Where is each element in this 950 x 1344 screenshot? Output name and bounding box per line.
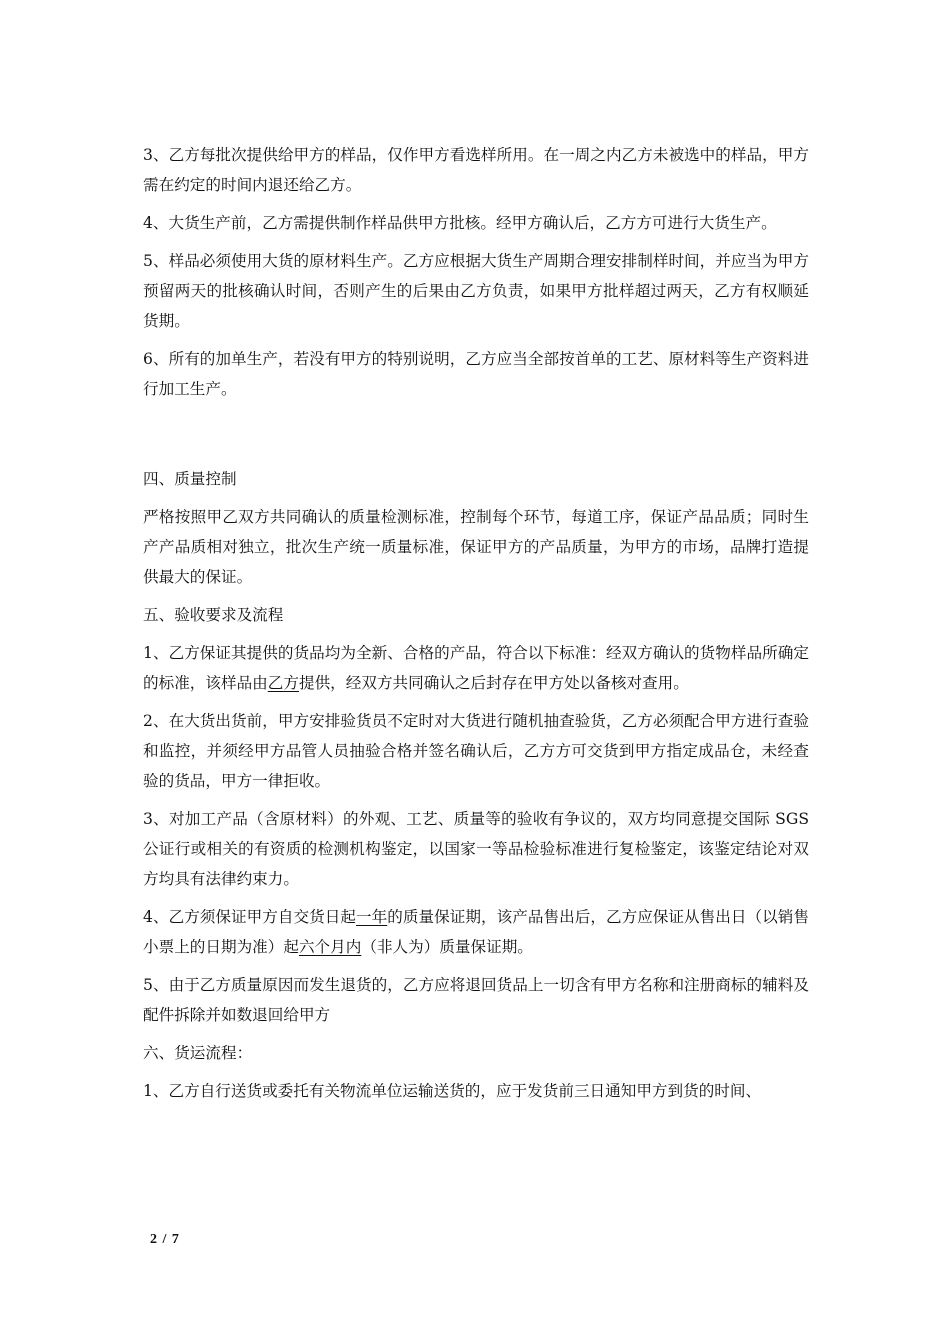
- clause-5-5-returns: 5、由于乙方质量原因而发生退货的，乙方应将退回货品上一切含有甲方名称和注册商标的辅料及配件拆除并如数退回给甲方: [143, 976, 809, 1024]
- page-number: 2 / 7: [150, 1232, 180, 1247]
- clause-5-2-inspection: 2、在大货出货前，甲方安排验货员不定时对大货进行随机抽查验货，乙方必须配合甲方进行查验和监控，并须经甲方品管人员抽验合格并签名确认后，乙方方可交货到甲方指定成品仓，未经查验的货品，甲方一律拒收。: [143, 712, 809, 790]
- clause-5-1-text-a: 1、乙方保证其提供的货品均为全新、合格的产品，符合以下标准：经双方确认的货物样品所确定的标准，该样品由: [143, 644, 809, 692]
- clause-6-repeat-orders: 6、所有的加单生产，若没有甲方的特别说明，乙方应当全部按首单的工艺、原材料等生产资料进行加工生产。: [143, 350, 809, 398]
- clause-5-1-underlined-party: 乙方: [267, 674, 299, 692]
- clause-4-pre-production: 4、大货生产前，乙方需提供制作样品供甲方批核。经甲方确认后，乙方方可进行大货生产。: [143, 214, 777, 232]
- clause-5-4-text-c: （非人为）质量保证期。: [361, 938, 533, 956]
- clause-5-4-text-a: 4、乙方须保证甲方自交货日起: [143, 908, 357, 926]
- clause-5-4-warranty: [143, 902, 809, 962]
- section-6-heading: 六、货运流程：: [143, 1044, 253, 1062]
- section-4-heading: 四、质量控制: [143, 470, 237, 488]
- clause-3-samples: 3、乙方每批次提供给甲方的样品，仅作甲方看选样所用。在一周之内乙方未被选中的样品，甲方需在约定的时间内退还给乙方。: [143, 146, 809, 194]
- clause-5-3-dispute: 3、对加工产品（含原材料）的外观、工艺、质量等的验收有争议的，双方均同意提交国际 SGS 公证行或相关的有资质的检测机构鉴定，以国家一等品检验标准进行复检鉴定，该鉴定结论对双方均具有法律约束力。: [143, 810, 809, 888]
- clause-6-1-delivery: 1、乙方自行送货或委托有关物流单位运输送货的，应于发货前三日通知甲方到货的时间、: [143, 1082, 762, 1100]
- clause-5-4-underlined-period-2: 六个月内: [298, 938, 362, 956]
- document-body: [143, 140, 809, 1114]
- section-5-heading: 五、验收要求及流程: [143, 606, 284, 624]
- clause-5-1-acceptance: [143, 638, 809, 698]
- clause-5-1-text-b: 提供，经双方共同确认之后封存在甲方处以备核对查用。: [298, 674, 689, 692]
- section-spacer: [143, 412, 809, 464]
- clause-5-4-text-b: 的质量保证期，该产品售出后，乙方应保证从售出日（以销售小票上的日期为准）起: [143, 908, 809, 956]
- section-4-body: 严格按照甲乙双方共同确认的质量检测标准，控制每个环节，每道工序，保证产品品质；同时生产产品质相对独立，批次生产统一质量标准，保证甲方的产品质量，为甲方的市场，品牌打造提供最大的保证。: [143, 508, 809, 586]
- clause-5-4-underlined-period-1: 一年: [356, 908, 388, 926]
- clause-5-sample-materials: 5、样品必须使用大货的原材料生产。乙方应根据大货生产周期合理安排制样时间，并应当为甲方预留两天的批核确认时间，否则产生的后果由乙方负责，如果甲方批样超过两天，乙方有权顺延货期。: [143, 252, 809, 330]
